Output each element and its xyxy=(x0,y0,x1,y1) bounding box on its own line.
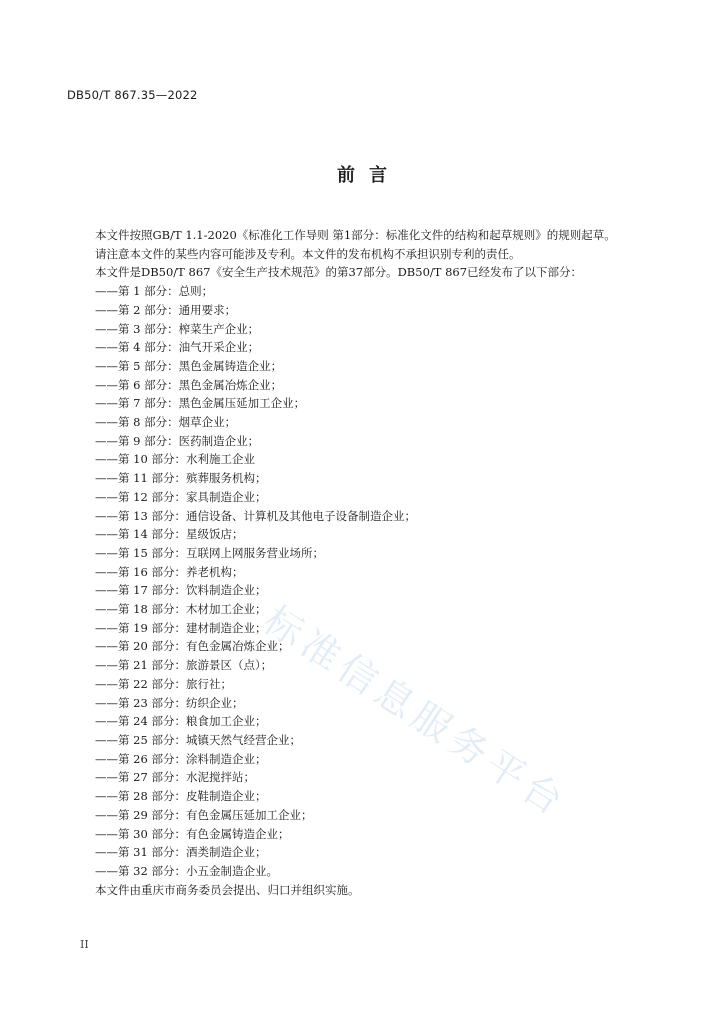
list-item: ——第 14 部分：星级饭店； xyxy=(95,527,244,542)
list-item: ——第 21 部分：旅游景区（点）； xyxy=(95,658,273,673)
document-body xyxy=(67,226,662,899)
list-item: ——第 5 部分：黑色金属铸造企业； xyxy=(95,358,283,373)
page-number: II xyxy=(80,938,89,951)
document-id: DB50/T 867.35—2022 xyxy=(67,88,198,102)
list-item: ——第 2 部分：通用要求； xyxy=(95,302,237,317)
list-item: ——第 32 部分：小五金制造企业。 xyxy=(95,863,278,878)
page-title: 前言 xyxy=(337,165,401,186)
list-item: ——第 30 部分：有色金属铸造企业； xyxy=(95,826,290,841)
list-item: ——第 31 部分：酒类制造企业； xyxy=(95,845,267,860)
list-item: ——第 6 部分：黑色金属冶炼企业； xyxy=(95,377,283,392)
list-item: ——第 12 部分：家具制造企业； xyxy=(95,489,267,504)
list-item: ——第 26 部分：涂料制造企业； xyxy=(95,751,267,766)
list-item: ——第 20 部分：有色金属冶炼企业； xyxy=(95,639,290,654)
list-item: ——第 28 部分：皮鞋制造企业； xyxy=(95,789,267,804)
list-item: ——第 19 部分：建材制造企业； xyxy=(95,620,267,635)
list-item: ——第 4 部分：油气开采企业； xyxy=(95,340,260,355)
list-item: ——第 7 部分：黑色金属压延加工企业； xyxy=(95,396,306,411)
list-item: ——第 1 部分：总则； xyxy=(95,284,214,299)
list-item: ——第 10 部分：水利施工企业 xyxy=(95,452,255,467)
list-item: ——第 9 部分：医药制造企业； xyxy=(95,433,260,448)
list-item: ——第 11 部分：殡葬服务机构； xyxy=(95,471,267,486)
list-item: ——第 25 部分：城镇天然气经营企业； xyxy=(95,732,301,747)
list-item: ——第 13 部分：通信设备、计算机及其他电子设备制造企业； xyxy=(95,508,416,523)
parts-list xyxy=(67,282,662,881)
paragraph-series-info: 本文件是DB50/T 867《安全生产技术规范》的第37部分。DB50/T 867已经发布了以下部分： xyxy=(95,265,583,280)
list-item: ——第 22 部分：旅行社； xyxy=(95,676,232,691)
list-item: ——第 24 部分：粮食加工企业； xyxy=(95,714,267,729)
list-item: ——第 8 部分：烟草企业； xyxy=(95,415,237,430)
list-item: ——第 18 部分：木材加工企业； xyxy=(95,602,267,617)
paragraph-proposer: 本文件由重庆市商务委员会提出、归口并组织实施。 xyxy=(95,882,360,897)
list-item: ——第 16 部分：养老机构； xyxy=(95,564,244,579)
list-item: ——第 3 部分：榨菜生产企业； xyxy=(95,321,260,336)
list-item: ——第 23 部分：纺织企业； xyxy=(95,695,244,710)
paragraph-patent-notice: 请注意本文件的某些内容可能涉及专利。本文件的发布机构不承担识别专利的责任。 xyxy=(95,246,521,261)
paragraph-drafting-rules: 本文件按照GB/T 1.1-2020《标准化工作导则 第1部分：标准化文件的结构和起草规则》的规则起草。 xyxy=(95,228,616,242)
list-item: ——第 29 部分：有色金属压延加工企业； xyxy=(95,807,313,822)
list-item: ——第 17 部分：饮料制造企业； xyxy=(95,583,267,598)
watermark: 标准信息服务平台 xyxy=(256,597,576,827)
list-item: ——第 27 部分：水泥搅拌站； xyxy=(95,770,255,785)
list-item: ——第 15 部分：互联网上网服务营业场所； xyxy=(95,545,324,560)
